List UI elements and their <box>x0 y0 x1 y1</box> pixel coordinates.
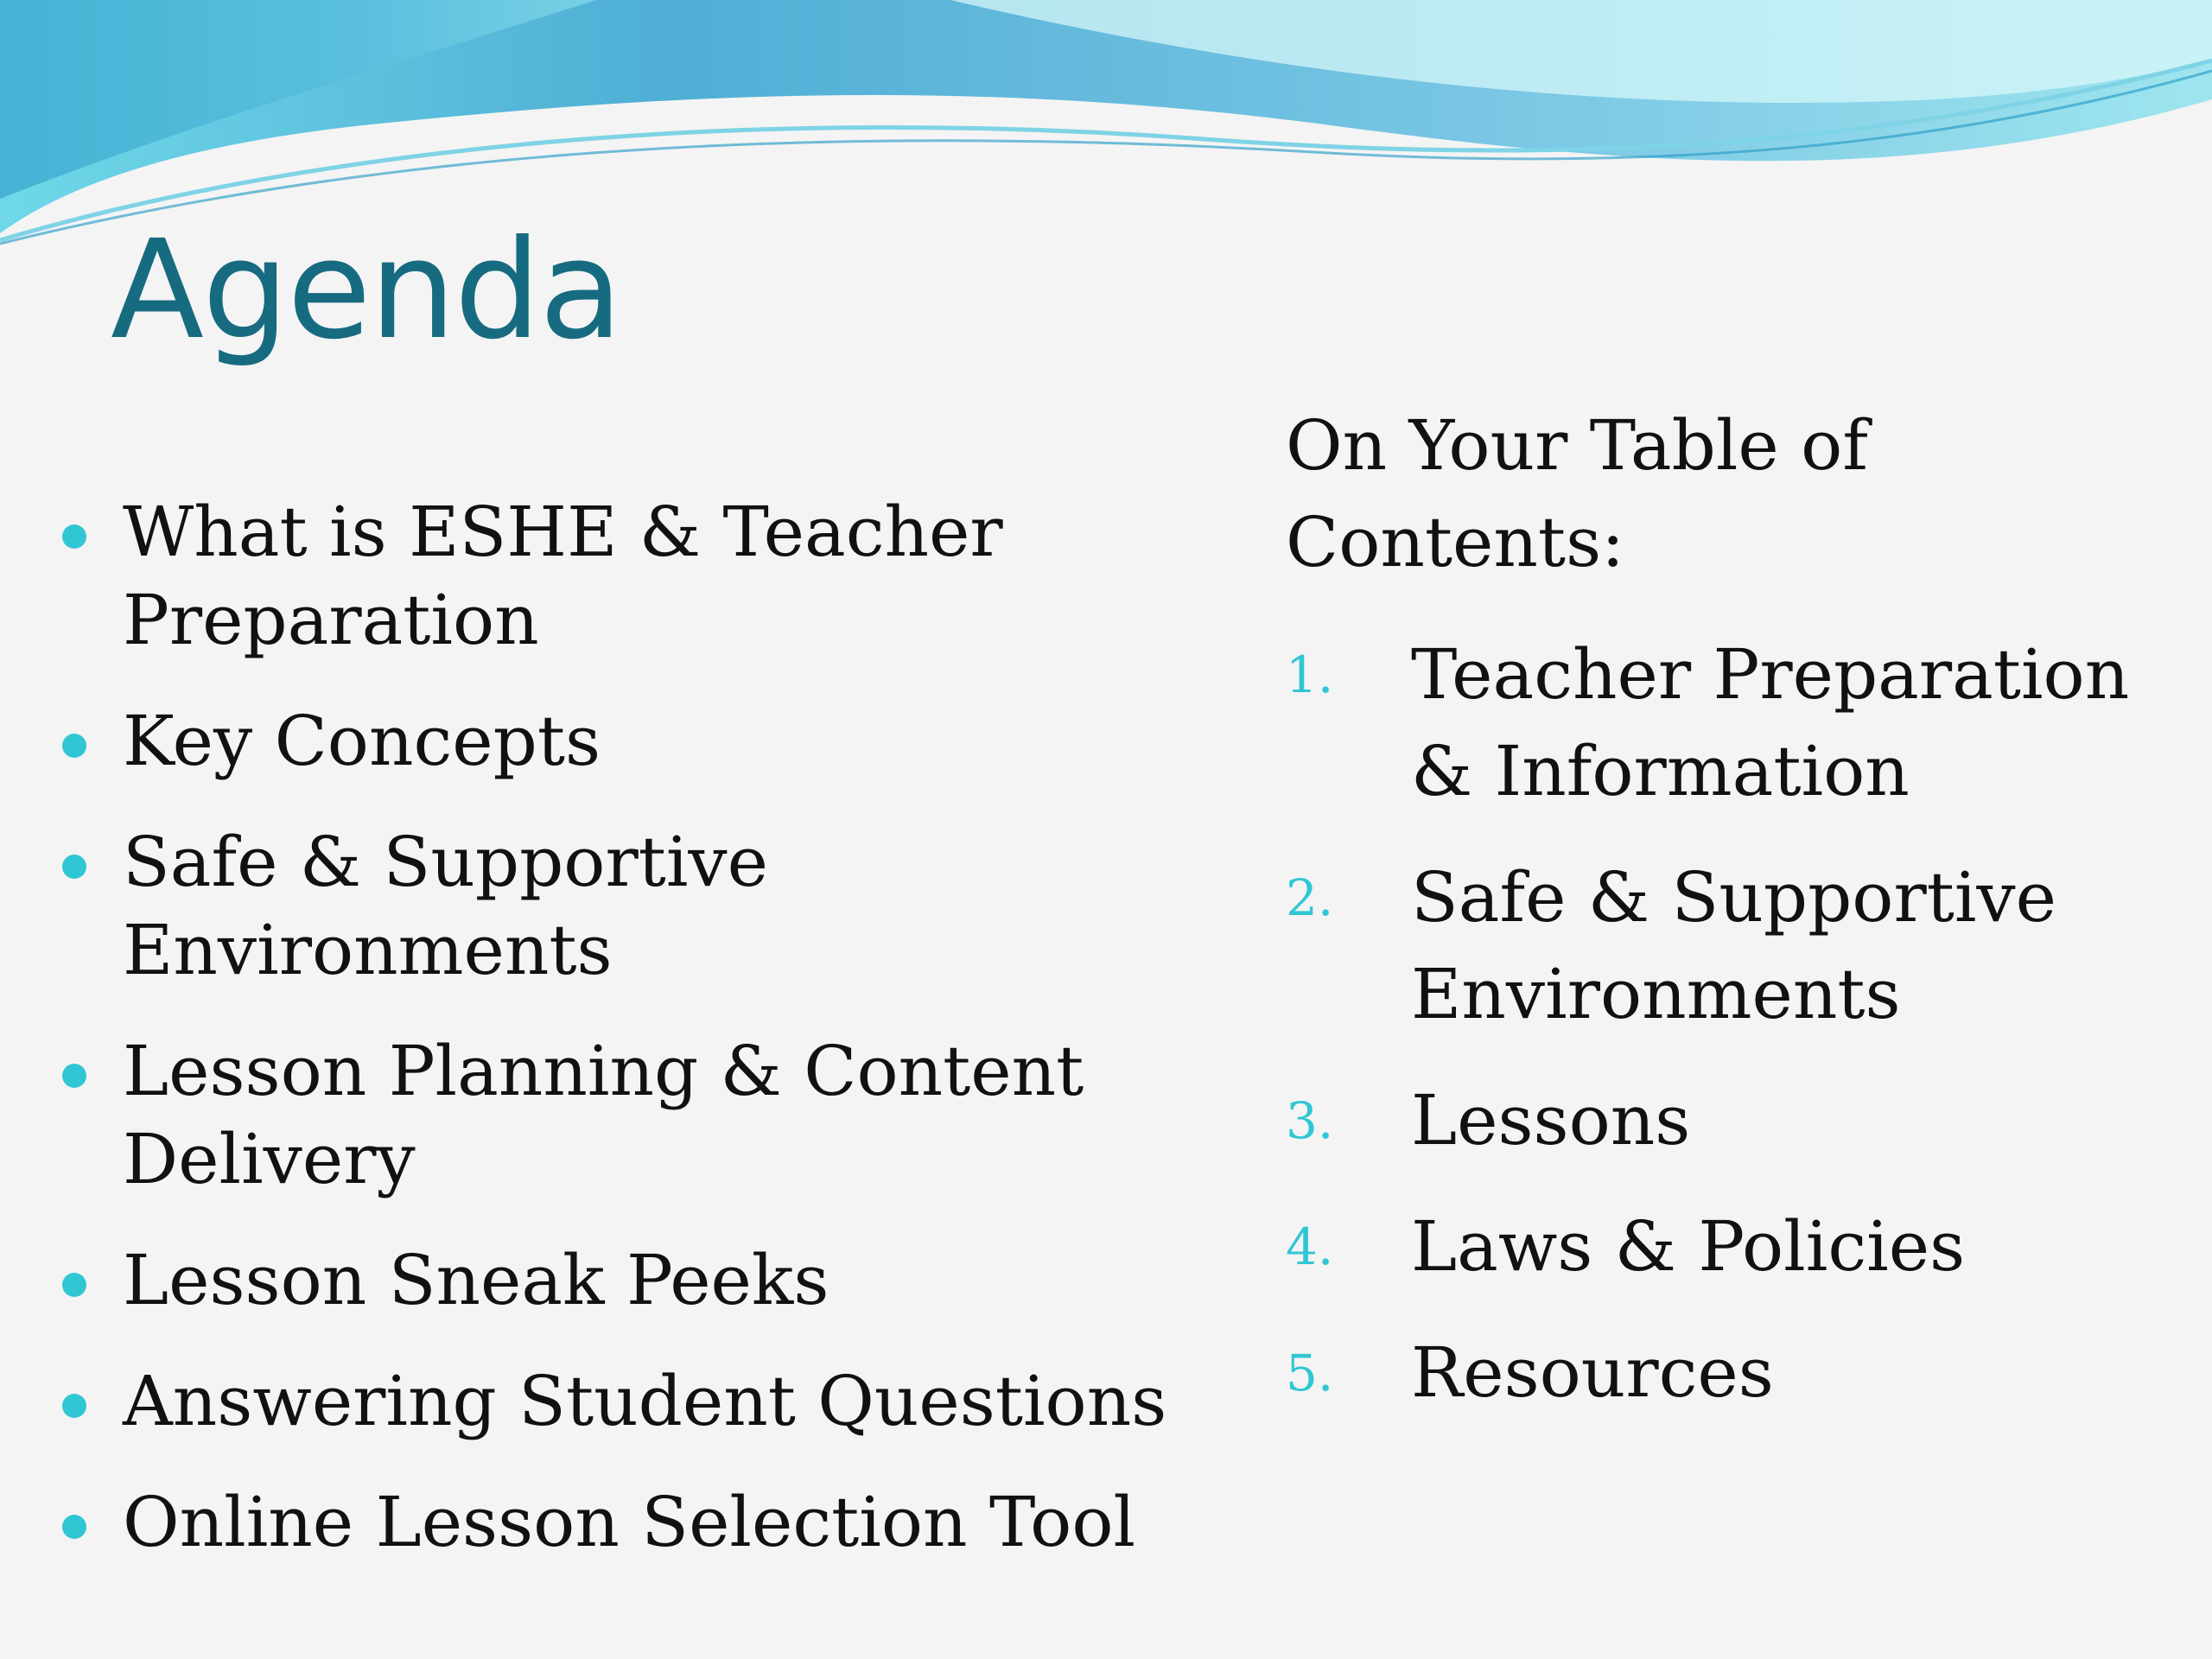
toc-item-number: 2. <box>1286 868 1334 927</box>
bullet-icon <box>62 1064 86 1088</box>
bullet-icon <box>62 734 86 758</box>
toc-item-number: 1. <box>1286 645 1334 704</box>
bullet-icon <box>62 855 86 879</box>
bullet-icon <box>62 1394 86 1418</box>
toc-item-text: Safe & Supportive Environments <box>1411 857 2056 1034</box>
agenda-item-text: Key Concepts <box>123 701 601 781</box>
toc-item-text: Teacher Preparation & Information <box>1411 634 2130 811</box>
agenda-item-text: What is ESHE & Teacher Preparation <box>123 492 1003 660</box>
agenda-item-text: Answering Student Questions <box>123 1361 1167 1441</box>
toc-item-number: 4. <box>1286 1217 1334 1276</box>
agenda-list <box>62 488 1211 1599</box>
agenda-item-text: Safe & Supportive Environments <box>123 822 768 990</box>
agenda-item-text: Lesson Sneak Peeks <box>123 1240 830 1320</box>
agenda-item <box>62 1027 1211 1204</box>
table-of-contents-heading: On Your Table of Contents: <box>1286 405 1868 582</box>
bullet-icon <box>62 1515 86 1539</box>
toc-item-text: Laws & Policies <box>1411 1206 1966 1287</box>
agenda-item <box>62 697 1211 785</box>
agenda-item <box>62 1478 1211 1567</box>
agenda-item <box>62 818 1211 995</box>
toc-item-text: Lessons <box>1411 1080 1691 1160</box>
agenda-item <box>62 488 1211 664</box>
agenda-item-text: Online Lesson Selection Tool <box>123 1482 1136 1562</box>
toc-item-number: 5. <box>1286 1344 1334 1402</box>
table-of-contents-item <box>1286 1072 2202 1169</box>
agenda-item-text: Lesson Planning & Content Delivery <box>123 1031 1084 1199</box>
table-of-contents-list <box>1286 626 2202 1451</box>
table-of-contents-item <box>1286 849 2202 1043</box>
agenda-item <box>62 1357 1211 1446</box>
bullet-icon <box>62 1273 86 1297</box>
bullet-icon <box>62 524 86 549</box>
agenda-item <box>62 1236 1211 1325</box>
slide-title: Agenda <box>111 211 621 370</box>
toc-item-number: 3. <box>1286 1091 1334 1150</box>
table-of-contents-item <box>1286 1325 2202 1421</box>
table-of-contents-item <box>1286 626 2202 820</box>
toc-item-text: Resources <box>1411 1332 1774 1413</box>
table-of-contents-item <box>1286 1198 2202 1295</box>
